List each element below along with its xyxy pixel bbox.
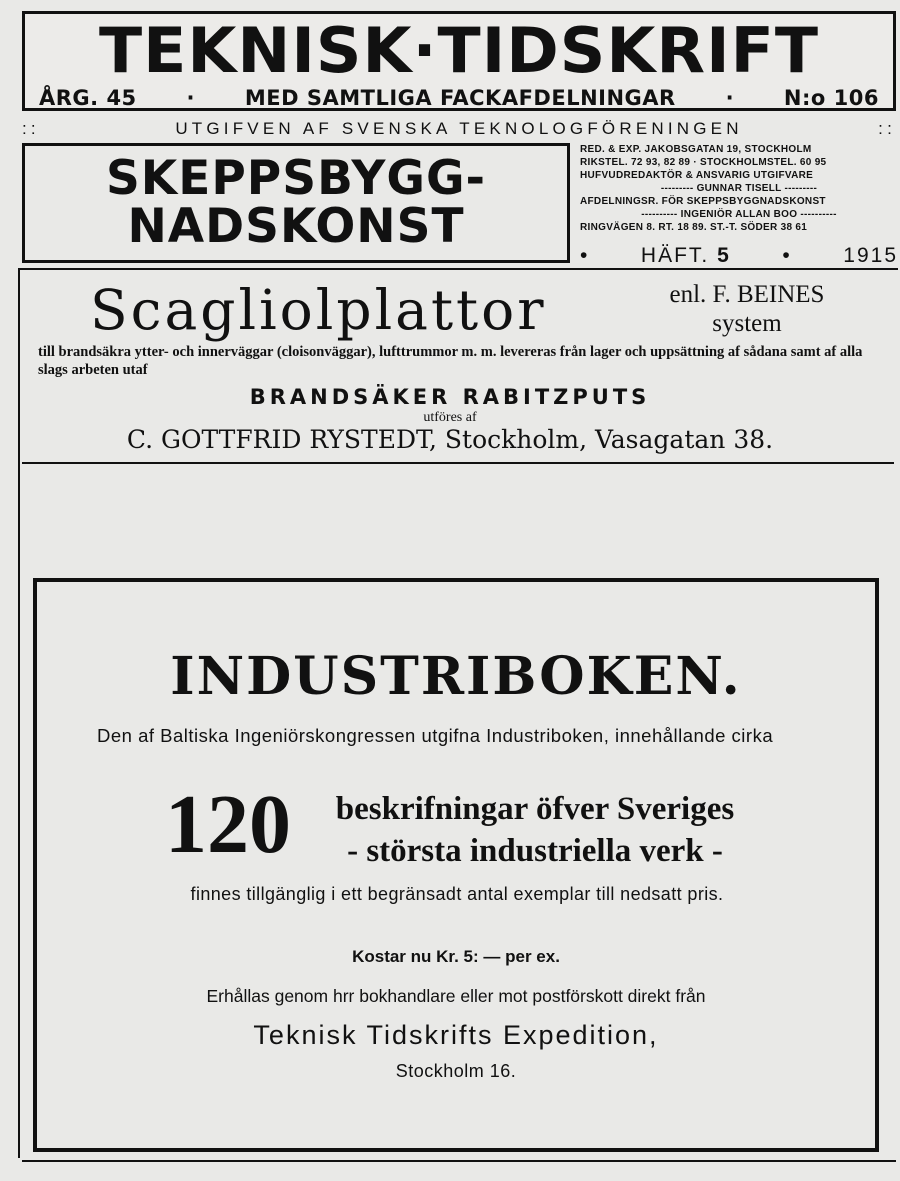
journal-title: TEKNISK·TIDSKRIFT	[99, 14, 819, 87]
scagliol-brand: BRANDSÄKER RABITZPUTS	[249, 385, 651, 409]
editorial-role: HUFVUDREDAKTÖR & ANSVARIG UTGIFVARE	[580, 170, 814, 181]
issue-number: N:o 106	[783, 86, 879, 110]
scagliol-system-line-1: enl. F. BEINES	[669, 281, 825, 308]
editorial-address: RED. & EXP. JAKOBSGATAN 19, STOCKHOLM	[580, 144, 812, 155]
scagliol-system-line-2: system	[712, 310, 782, 337]
publisher-text: UTGIFVEN AF SVENSKA TEKNOLOGFÖRENINGEN	[175, 119, 743, 138]
scagliol-description: till brandsäkra ytter- och innerväggar (cloisonväggar), lufttrummor m. m. levereras från lager och uppsättning af sådana samt af alla slags arbeten utaf	[38, 344, 863, 378]
masthead-subtitle: MED SAMTLIGA FACKAFDELNINGAR	[244, 86, 676, 110]
scagliol-system	[652, 280, 842, 338]
issue-bullet: •	[580, 244, 590, 267]
editorial-editor: --------- GUNNAR TISELL ---------	[660, 183, 818, 194]
separator-dot: ·	[725, 86, 735, 110]
divider-top	[18, 268, 898, 270]
industriboken-order-info: Erhållas genom hrr bokhandlare eller mot postförskott direkt från	[206, 986, 706, 1006]
divider-bottom	[22, 1160, 896, 1162]
industriboken-intro: Den af Baltiska Ingeniörskongressen utgifna Industriboken, innehållande cirka	[97, 725, 774, 746]
scagliol-firm: C. GOTTFRID RYSTEDT, Stockholm, Vasagatan 38.	[126, 425, 774, 454]
industriboken-city: Stockholm 16.	[395, 1061, 517, 1081]
issue-year: 1915	[843, 244, 898, 267]
editorial-section-address: RINGVÄGEN 8. RT. 18 89. ST.-T. SÖDER 38 61	[580, 222, 808, 233]
industriboken-expedition: Teknisk Tidskrifts Expedition,	[253, 1020, 659, 1050]
industriboken-price: Kostar nu Kr. 5: — per ex.	[352, 947, 560, 966]
issue-bullet: •	[782, 244, 792, 267]
issue-label: HÄFT.	[640, 244, 710, 267]
volume-label: ÅRG. 45	[39, 86, 137, 110]
section-title-line-1: SKEPPSBYGG-	[105, 151, 487, 206]
editorial-section-editor: ---------- INGENIÖR ALLAN BOO ----------	[641, 209, 837, 220]
editorial-phones: RIKSTEL. 72 93, 82 89 · STOCKHOLMSTEL. 60 95	[580, 157, 827, 168]
scagliol-performed-by: utföres af	[423, 410, 477, 425]
industriboken-availability: finnes tillgänglig i ett begränsadt antal exemplar till nedsatt pris.	[190, 884, 724, 904]
separator-dot: ·	[186, 86, 196, 110]
editorial-info	[580, 143, 898, 234]
publisher-mark-left: ::	[22, 119, 40, 138]
section-title-box	[22, 143, 570, 263]
industriboken-count-description	[305, 788, 765, 872]
publisher-mark-right: ::	[878, 119, 896, 138]
scagliol-product-name: Scagliolplattor	[90, 278, 547, 342]
issue-part-number: 5	[717, 244, 731, 267]
divider-middle	[22, 462, 894, 464]
industriboken-title: INDUSTRIBOKEN.	[170, 646, 742, 707]
count-description-line-2: - största industriella verk -	[347, 833, 723, 869]
editorial-section-role: AFDELNINGSR. FÖR SKEPPSBYGGNADSKONST	[580, 196, 826, 207]
masthead-subline	[39, 86, 879, 110]
scagliol-ad-header	[90, 278, 850, 344]
count-description-line-1: beskrifningar öfver Sveriges	[335, 791, 735, 827]
industriboken-ad	[33, 578, 879, 1152]
masthead	[22, 11, 896, 111]
section-title-line-2: NADSKONST	[127, 199, 465, 254]
publisher-line	[22, 119, 896, 139]
industriboken-count: 120	[165, 778, 291, 871]
issue-line	[580, 244, 898, 268]
